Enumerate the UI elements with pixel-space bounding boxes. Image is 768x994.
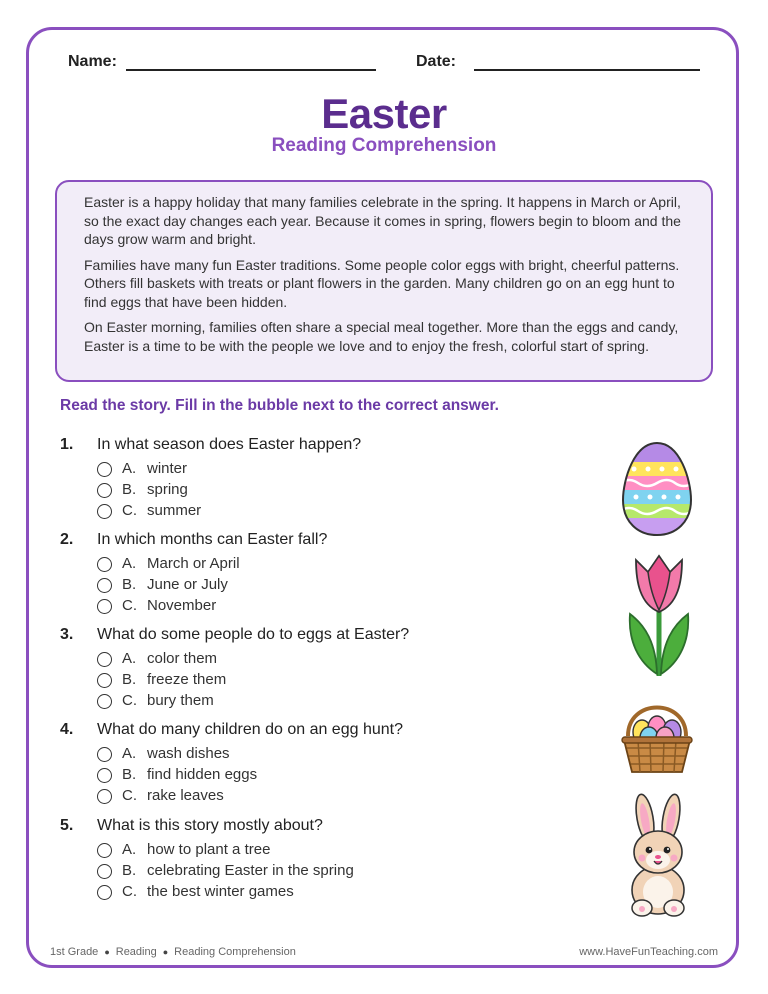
- question-number: 3.: [60, 626, 74, 643]
- question-number: 4.: [60, 721, 74, 738]
- question-text: What is this story mostly about?: [97, 817, 323, 834]
- worksheet-title: Easter: [321, 90, 447, 137]
- date-label: Date:: [416, 53, 457, 70]
- footer-topic: Reading Comprehension: [174, 946, 296, 958]
- option-text: bury them: [147, 692, 214, 709]
- question-text: What do many children do on an egg hunt?: [97, 721, 403, 738]
- answer-bubble[interactable]: [97, 483, 112, 498]
- option-text: freeze them: [147, 671, 227, 688]
- answer-bubble[interactable]: [97, 747, 112, 762]
- tulip-icon: [622, 552, 696, 680]
- question-number: 2.: [60, 531, 74, 548]
- option-letter: A.: [122, 841, 137, 858]
- question-number: 1.: [60, 436, 74, 453]
- answer-bubble[interactable]: [97, 789, 112, 804]
- option-letter: C.: [122, 597, 137, 614]
- date-field[interactable]: [474, 69, 700, 71]
- option-letter: A.: [122, 745, 137, 762]
- option-letter: A.: [122, 460, 137, 477]
- story-paragraph: Easter is a happy holiday that many families celebrate in the spring. It happens in March or April, so the exact day changes each year. Because it comes in spring, flowers begin to bloom and the days grow warm and bright.: [84, 194, 681, 247]
- option-text: March or April: [147, 555, 240, 572]
- answer-bubble[interactable]: [97, 885, 112, 900]
- option-text: celebrating Easter in the spring: [147, 862, 354, 879]
- option-text: how to plant a tree: [147, 841, 271, 858]
- instruction-text: Read the story. Fill in the bubble next to the correct answer.: [60, 397, 499, 414]
- answer-bubble[interactable]: [97, 694, 112, 709]
- option-text: the best winter games: [147, 883, 294, 900]
- option-text: color them: [147, 650, 218, 667]
- footer-website[interactable]: www.HaveFunTeaching.com: [579, 946, 718, 958]
- option-letter: A.: [122, 650, 137, 667]
- option-letter: B.: [122, 766, 137, 783]
- footer-grade: 1st Grade: [50, 946, 99, 958]
- option-letter: C.: [122, 502, 137, 519]
- option-text: November: [147, 597, 217, 614]
- answer-bubble[interactable]: [97, 652, 112, 667]
- easter-egg-icon: [620, 440, 694, 538]
- option-letter: C.: [122, 883, 137, 900]
- question-text: In which months can Easter fall?: [97, 531, 328, 548]
- question-text: In what season does Easter happen?: [97, 436, 362, 453]
- answer-bubble[interactable]: [97, 864, 112, 879]
- answer-bubble[interactable]: [97, 504, 112, 519]
- answer-bubble[interactable]: [97, 578, 112, 593]
- option-text: rake leaves: [147, 787, 224, 804]
- footer-subject: Reading: [115, 946, 157, 958]
- option-letter: C.: [122, 787, 137, 804]
- answer-bubble[interactable]: [97, 599, 112, 614]
- answer-bubble[interactable]: [97, 673, 112, 688]
- option-text: wash dishes: [147, 745, 230, 762]
- option-letter: B.: [122, 671, 137, 688]
- question-text: What do some people do to eggs at Easter?: [97, 626, 410, 643]
- story-paragraph: On Easter morning, families often share a special meal together. More than the eggs and candy, Easter is a time to be with the people we love and to enjoy the fresh, colorful start of spring.: [84, 319, 679, 354]
- footer-tags: [50, 946, 296, 958]
- option-letter: A.: [122, 555, 137, 572]
- answer-bubble[interactable]: [97, 768, 112, 783]
- option-letter: B.: [122, 576, 137, 593]
- option-text: June or July: [147, 576, 228, 593]
- bullet-separator: ●: [104, 947, 110, 957]
- egg-basket-icon: [620, 694, 694, 776]
- name-label: Name:: [68, 53, 117, 70]
- answer-bubble[interactable]: [97, 557, 112, 572]
- option-text: spring: [147, 481, 188, 498]
- question-number: 5.: [60, 817, 74, 834]
- option-text: find hidden eggs: [147, 766, 258, 783]
- bullet-separator: ●: [162, 947, 169, 957]
- option-letter: B.: [122, 862, 137, 879]
- answer-bubble[interactable]: [97, 462, 112, 477]
- story-box: [55, 180, 713, 382]
- worksheet-subtitle: Reading Comprehension: [271, 135, 497, 156]
- option-text: summer: [147, 502, 202, 519]
- option-letter: C.: [122, 692, 137, 709]
- answer-bubble[interactable]: [97, 843, 112, 858]
- option-text: winter: [147, 460, 188, 477]
- bunny-icon: [620, 792, 696, 920]
- option-letter: B.: [122, 481, 137, 498]
- name-field[interactable]: [126, 69, 376, 71]
- story-paragraph: Families have many fun Easter traditions. Some people color eggs with bright, cheerful patterns. Others fill baskets with treats or plant flowers in the garden. Many children go on an egg hunt to find eggs that have been hidden.: [84, 256, 680, 310]
